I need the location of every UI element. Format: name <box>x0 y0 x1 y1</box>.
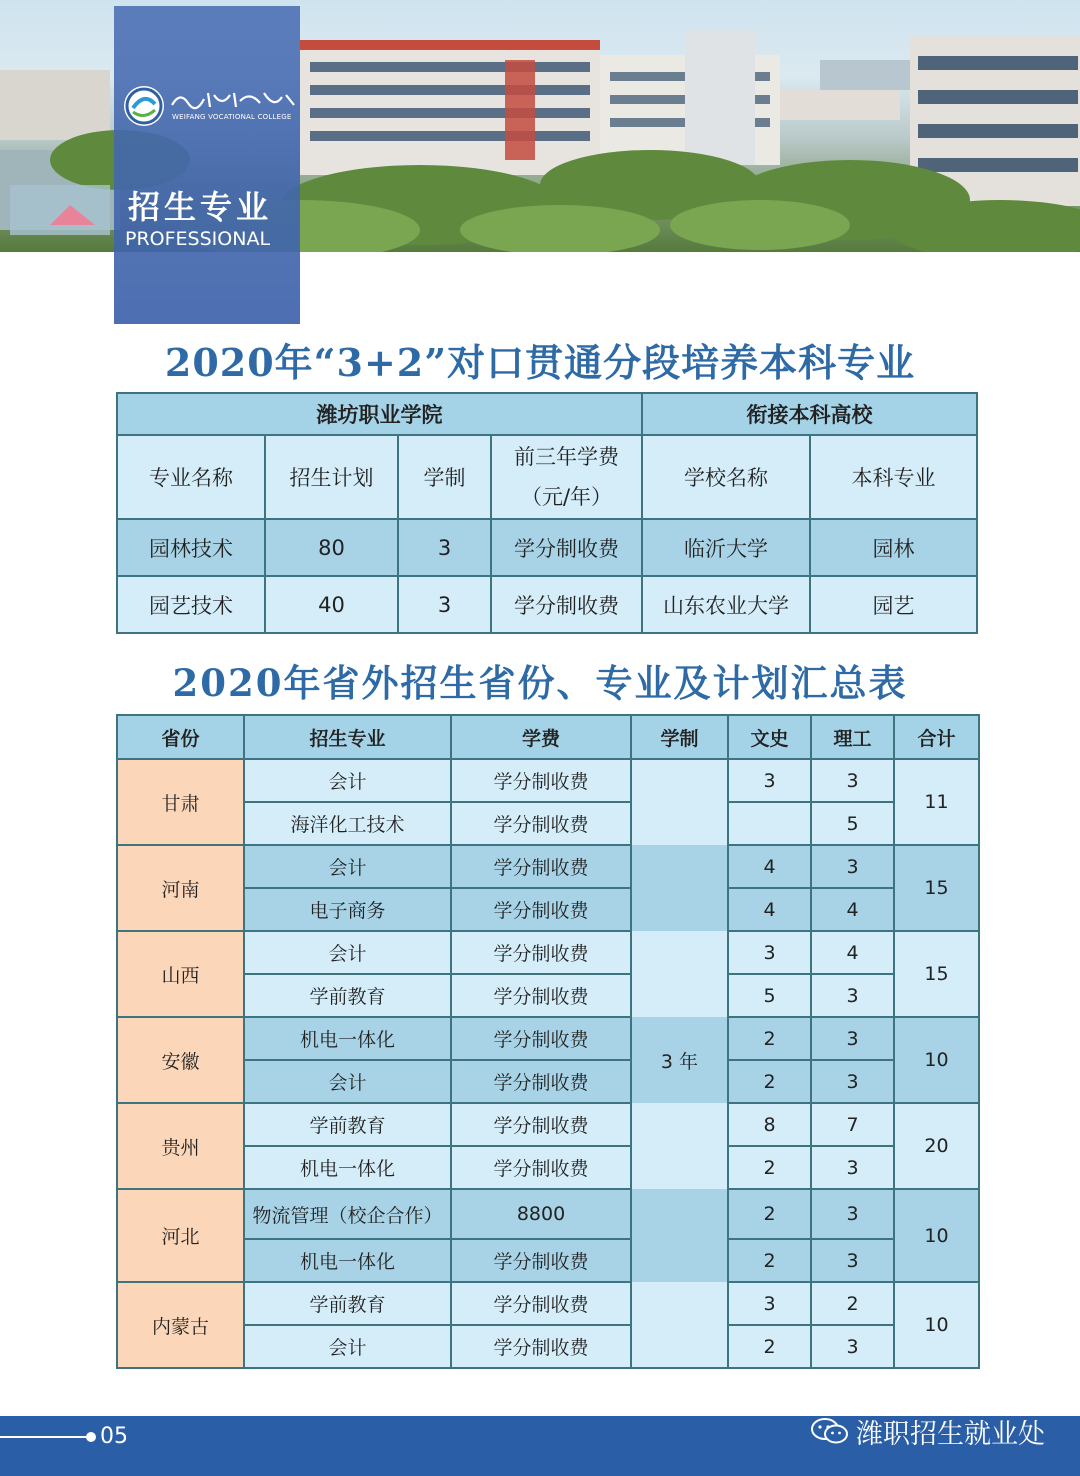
cell-ligong: 4 <box>811 931 894 974</box>
cell-plan: 80 <box>265 519 398 576</box>
cell-ligong: 7 <box>811 1103 894 1146</box>
cell-wenshi: 2 <box>728 1146 811 1189</box>
cell-ligong: 3 <box>811 1146 894 1189</box>
cell-total: 15 <box>894 845 979 931</box>
cell-wenshi: 5 <box>728 974 811 1017</box>
cell-wenshi: 8 <box>728 1103 811 1146</box>
cell-province: 贵州 <box>117 1103 244 1189</box>
cell-ligong: 3 <box>811 1325 894 1368</box>
cell-major: 物流管理（校企合作） <box>244 1189 451 1239</box>
section-subtitle: PROFESSIONAL <box>125 228 271 250</box>
cell-fee: 学分制收费 <box>451 1282 631 1325</box>
page-footer <box>0 1416 1080 1476</box>
cell-major: 会计 <box>244 1325 451 1368</box>
cell-ligong: 5 <box>811 802 894 845</box>
cell-total: 11 <box>894 759 979 845</box>
footer-bullet-icon <box>86 1432 96 1442</box>
cell-ligong: 3 <box>811 1060 894 1103</box>
cell-fee: 学分制收费 <box>451 1017 631 1060</box>
cell-fee: 学分制收费 <box>451 1239 631 1282</box>
cell-total: 20 <box>894 1103 979 1189</box>
cell-fee: 学分制收费 <box>451 1103 631 1146</box>
col-header-plan: 招生计划 <box>265 435 398 519</box>
cell-major: 会计 <box>244 1060 451 1103</box>
col-header-major: 专业名称 <box>117 435 265 519</box>
cell-total: 15 <box>894 931 979 1017</box>
cell-duration-blank <box>631 1189 728 1282</box>
cell-wenshi: 2 <box>728 1325 811 1368</box>
col-header-school: 学校名称 <box>642 435 810 519</box>
table-row <box>117 974 979 1017</box>
cell-duration-blank <box>631 759 728 845</box>
cell-wenshi: 4 <box>728 845 811 888</box>
col-header-total: 合计 <box>894 715 979 759</box>
cell-duration: 3 年 <box>631 1017 728 1103</box>
col-header-duration: 学制 <box>631 715 728 759</box>
cell-school: 山东农业大学 <box>642 576 810 633</box>
cell-fee: 学分制收费 <box>451 759 631 802</box>
cell-major: 园艺技术 <box>117 576 265 633</box>
cell-ligong: 3 <box>811 1189 894 1239</box>
cell-duration-blank <box>631 931 728 1017</box>
cell-ligong: 3 <box>811 1017 894 1060</box>
cell-province: 甘肃 <box>117 759 244 845</box>
cell-wenshi: 3 <box>728 931 811 974</box>
cell-wenshi: 4 <box>728 888 811 931</box>
cell-ligong: 4 <box>811 888 894 931</box>
cell-major: 会计 <box>244 845 451 888</box>
wechat-icon <box>808 1416 852 1446</box>
cell-years: 3 <box>398 519 491 576</box>
cell-wenshi: 2 <box>728 1060 811 1103</box>
cell-fee: 学分制收费 <box>491 519 642 576</box>
out-of-province-plan-table <box>116 714 980 1369</box>
logo-english-name: WEIFANG VOCATIONAL COLLEGE <box>172 113 292 121</box>
cell-major: 电子商务 <box>244 888 451 931</box>
cell-duration-blank <box>631 1103 728 1189</box>
cell-wenshi: 3 <box>728 1282 811 1325</box>
cell-fee: 学分制收费 <box>451 1325 631 1368</box>
table-row <box>117 1146 979 1189</box>
section-tab <box>114 6 300 324</box>
cell-province: 河北 <box>117 1189 244 1282</box>
table2-title: 2020年省外招生省份、专业及计划汇总表 <box>172 661 908 705</box>
cell-province: 河南 <box>117 845 244 931</box>
col-header-fee: 学费 <box>451 715 631 759</box>
cell-wenshi: 2 <box>728 1239 811 1282</box>
table-row <box>117 888 979 931</box>
cell-major: 学前教育 <box>244 1103 451 1146</box>
cell-total: 10 <box>894 1189 979 1282</box>
col-header-province: 省份 <box>117 715 244 759</box>
group-header-college: 潍坊职业学院 <box>117 393 642 435</box>
cell-province: 安徽 <box>117 1017 244 1103</box>
table-row <box>117 1239 979 1282</box>
col-header-fee-line1: 前三年学费 <box>514 445 619 469</box>
cell-fee: 学分制收费 <box>451 802 631 845</box>
table-row <box>117 1189 979 1239</box>
footer-divider <box>0 1436 88 1438</box>
cell-total: 10 <box>894 1282 979 1368</box>
col-header-ligong: 理工 <box>811 715 894 759</box>
col-header-bachelor: 本科专业 <box>810 435 977 519</box>
cell-fee: 学分制收费 <box>451 974 631 1017</box>
cell-ligong: 3 <box>811 974 894 1017</box>
table-row <box>117 1017 979 1060</box>
cell-bachelor: 园林 <box>810 519 977 576</box>
table-row <box>117 519 977 576</box>
cell-ligong: 3 <box>811 845 894 888</box>
cell-major: 会计 <box>244 931 451 974</box>
cell-school: 临沂大学 <box>642 519 810 576</box>
cell-major: 机电一体化 <box>244 1017 451 1060</box>
table-row <box>117 931 979 974</box>
cell-duration-blank <box>631 1282 728 1368</box>
cell-wenshi <box>728 802 811 845</box>
bachelor-program-table <box>116 392 978 634</box>
cell-duration-blank <box>631 845 728 931</box>
col-header-fee <box>491 435 642 519</box>
cell-major: 机电一体化 <box>244 1146 451 1189</box>
cell-province: 山西 <box>117 931 244 1017</box>
cell-major: 海洋化工技术 <box>244 802 451 845</box>
cell-wenshi: 3 <box>728 759 811 802</box>
cell-major: 学前教育 <box>244 974 451 1017</box>
cell-fee: 学分制收费 <box>451 888 631 931</box>
cell-fee: 学分制收费 <box>451 1060 631 1103</box>
cell-wenshi: 2 <box>728 1017 811 1060</box>
cell-fee: 8800 <box>451 1189 631 1239</box>
cell-major: 会计 <box>244 759 451 802</box>
cell-fee: 学分制收费 <box>451 1146 631 1189</box>
cell-ligong: 3 <box>811 759 894 802</box>
table-row <box>117 576 977 633</box>
cell-fee: 学分制收费 <box>451 931 631 974</box>
cell-total: 10 <box>894 1017 979 1103</box>
table-row <box>117 802 979 845</box>
section-title: 招生专业 <box>128 188 273 226</box>
col-header-fee-line2: （元/年） <box>520 485 613 509</box>
cell-fee: 学分制收费 <box>451 845 631 888</box>
cell-province: 内蒙古 <box>117 1282 244 1368</box>
col-header-wenshi: 文史 <box>728 715 811 759</box>
cell-major: 机电一体化 <box>244 1239 451 1282</box>
cell-ligong: 2 <box>811 1282 894 1325</box>
table-row <box>117 1060 979 1103</box>
cell-bachelor: 园艺 <box>810 576 977 633</box>
col-header-major: 招生专业 <box>244 715 451 759</box>
col-header-years: 学制 <box>398 435 491 519</box>
cell-years: 3 <box>398 576 491 633</box>
logo-emblem-icon <box>124 86 164 126</box>
table1-title: 2020年“3+2”对口贯通分段培养本科专业 <box>164 340 916 385</box>
college-logo <box>124 86 299 128</box>
cell-ligong: 3 <box>811 1239 894 1282</box>
cell-fee: 学分制收费 <box>491 576 642 633</box>
table-row <box>117 1282 979 1325</box>
cell-wenshi: 2 <box>728 1189 811 1239</box>
table-row <box>117 1103 979 1146</box>
table-row <box>117 845 979 888</box>
group-header-university: 衔接本科高校 <box>642 393 977 435</box>
cell-major: 学前教育 <box>244 1282 451 1325</box>
cell-major: 园林技术 <box>117 519 265 576</box>
table-row <box>117 759 979 802</box>
table-row <box>117 1325 979 1368</box>
cell-plan: 40 <box>265 576 398 633</box>
wechat-account-name: 潍职招生就业处 <box>856 1419 1045 1450</box>
logo-calligraphy-icon <box>170 89 298 111</box>
page-number: 05 <box>100 1424 128 1449</box>
